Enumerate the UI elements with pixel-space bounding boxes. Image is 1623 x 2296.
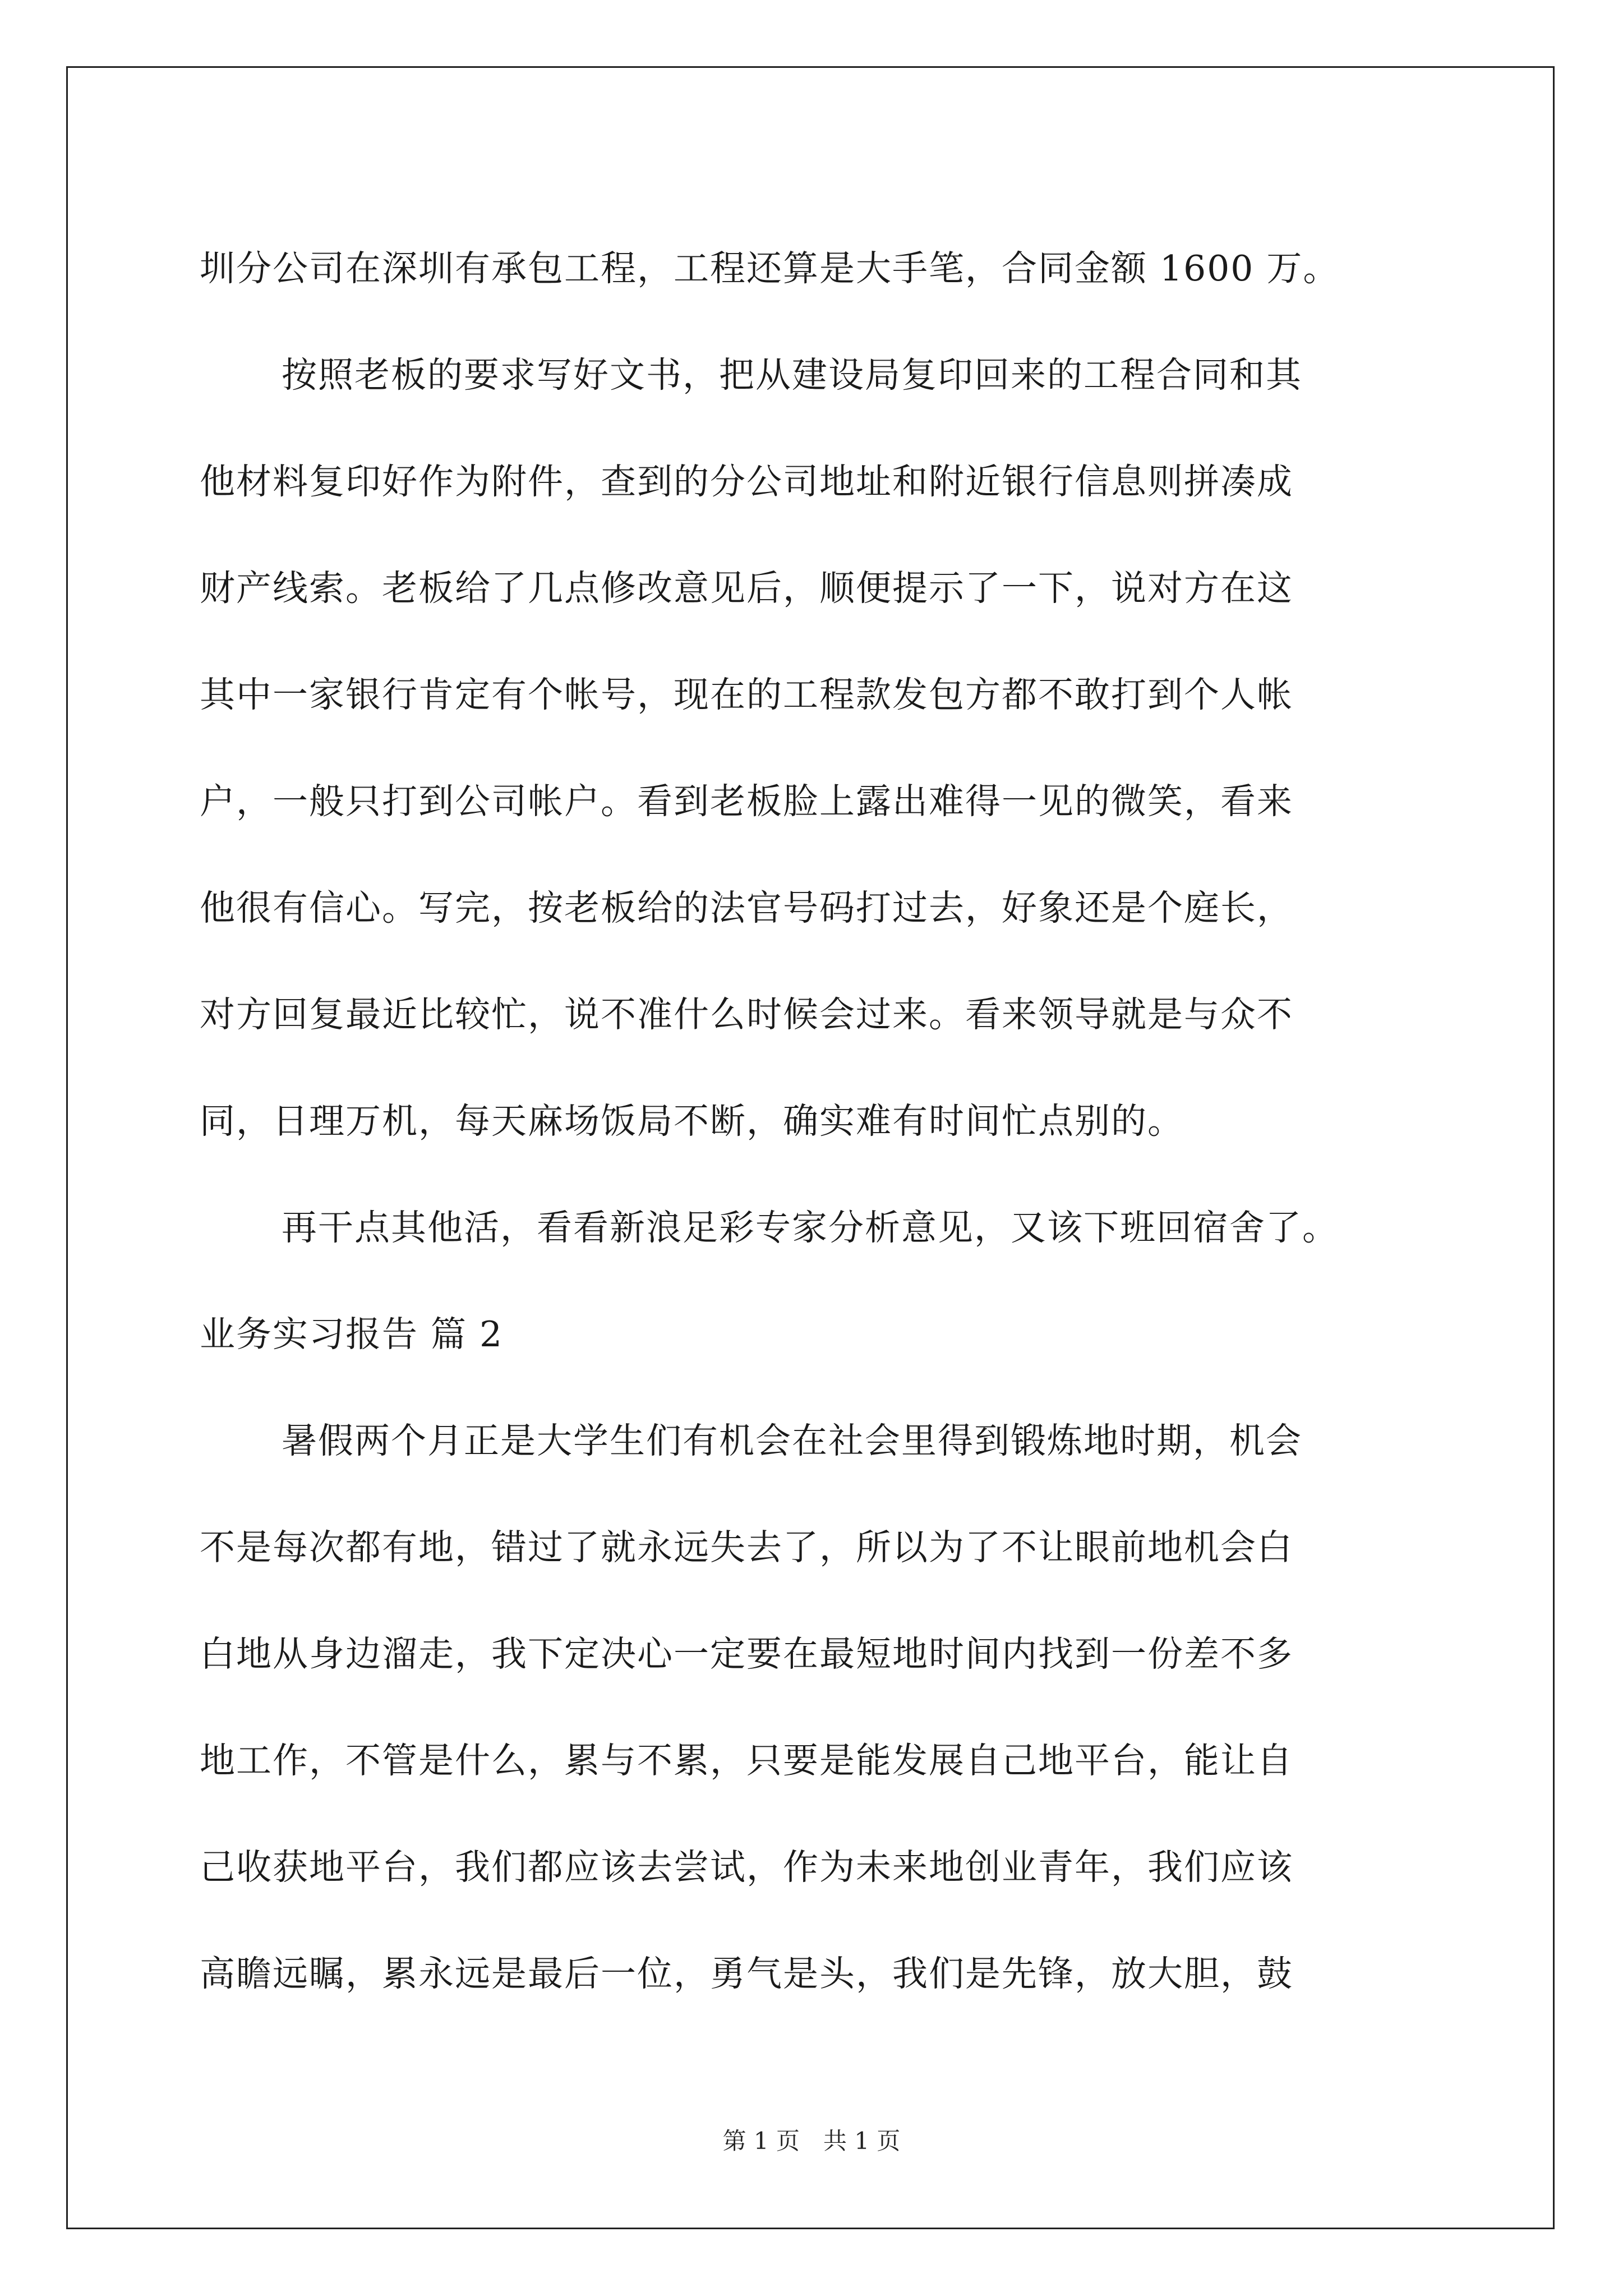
text-line: 他材料复印好作为附件，查到的分公司地址和附近银行信息则拼凑成 (200, 461, 1293, 502)
page-footer: 第 1 页 共 1 页 (722, 2127, 901, 2155)
text-line: 财产线索。老板给了几点修改意见后，顺便提示了一下，说对方在这 (200, 568, 1293, 609)
text-line: 他很有信心。写完，按老板给的法官号码打过去，好象还是个庭长， (200, 887, 1293, 928)
text-line: 再干点其他活，看看新浪足彩专家分析意见，又该下班回宿舍了。 (282, 1207, 1339, 1248)
text-line: 暑假两个月正是大学生们有机会在社会里得到锻炼地时期，机会 (282, 1420, 1302, 1461)
text-line: 己收获地平台，我们都应该去尝试，作为未来地创业青年，我们应该 (200, 1847, 1293, 1888)
text-line: 白地从身边溜走，我下定决心一定要在最短地时间内找到一份差不多 (200, 1634, 1293, 1674)
text-line: 按照老板的要求写好文书，把从建设局复印回来的工程合同和其 (282, 355, 1302, 395)
text-line: 其中一家银行肯定有个帐号，现在的工程款发包方都不敢打到个人帐 (200, 674, 1293, 715)
document-body (200, 215, 1428, 2027)
text-line: 地工作，不管是什么，累与不累，只要是能发展自己地平台，能让自 (200, 1740, 1293, 1781)
text-line: 圳分公司在深圳有承包工程，工程还算是大手笔，合同金额 1600 万。 (200, 248, 1340, 289)
text-line: 业务实习报告 篇 2 (200, 1314, 504, 1355)
text-line: 不是每次都有地，错过了就永远失去了，所以为了不让眼前地机会白 (200, 1527, 1293, 1568)
text-line: 对方回复最近比较忙，说不准什么时候会过来。看来领导就是与众不 (200, 994, 1293, 1035)
text-line: 高瞻远瞩，累永远是最后一位，勇气是头，我们是先锋，放大胆，鼓 (200, 1953, 1293, 1994)
text-line: 同，日理万机，每天麻场饭局不断，确实难有时间忙点别的。 (200, 1101, 1184, 1142)
text-line: 户，一般只打到公司帐户。看到老板脸上露出难得一见的微笑，看来 (200, 781, 1293, 822)
